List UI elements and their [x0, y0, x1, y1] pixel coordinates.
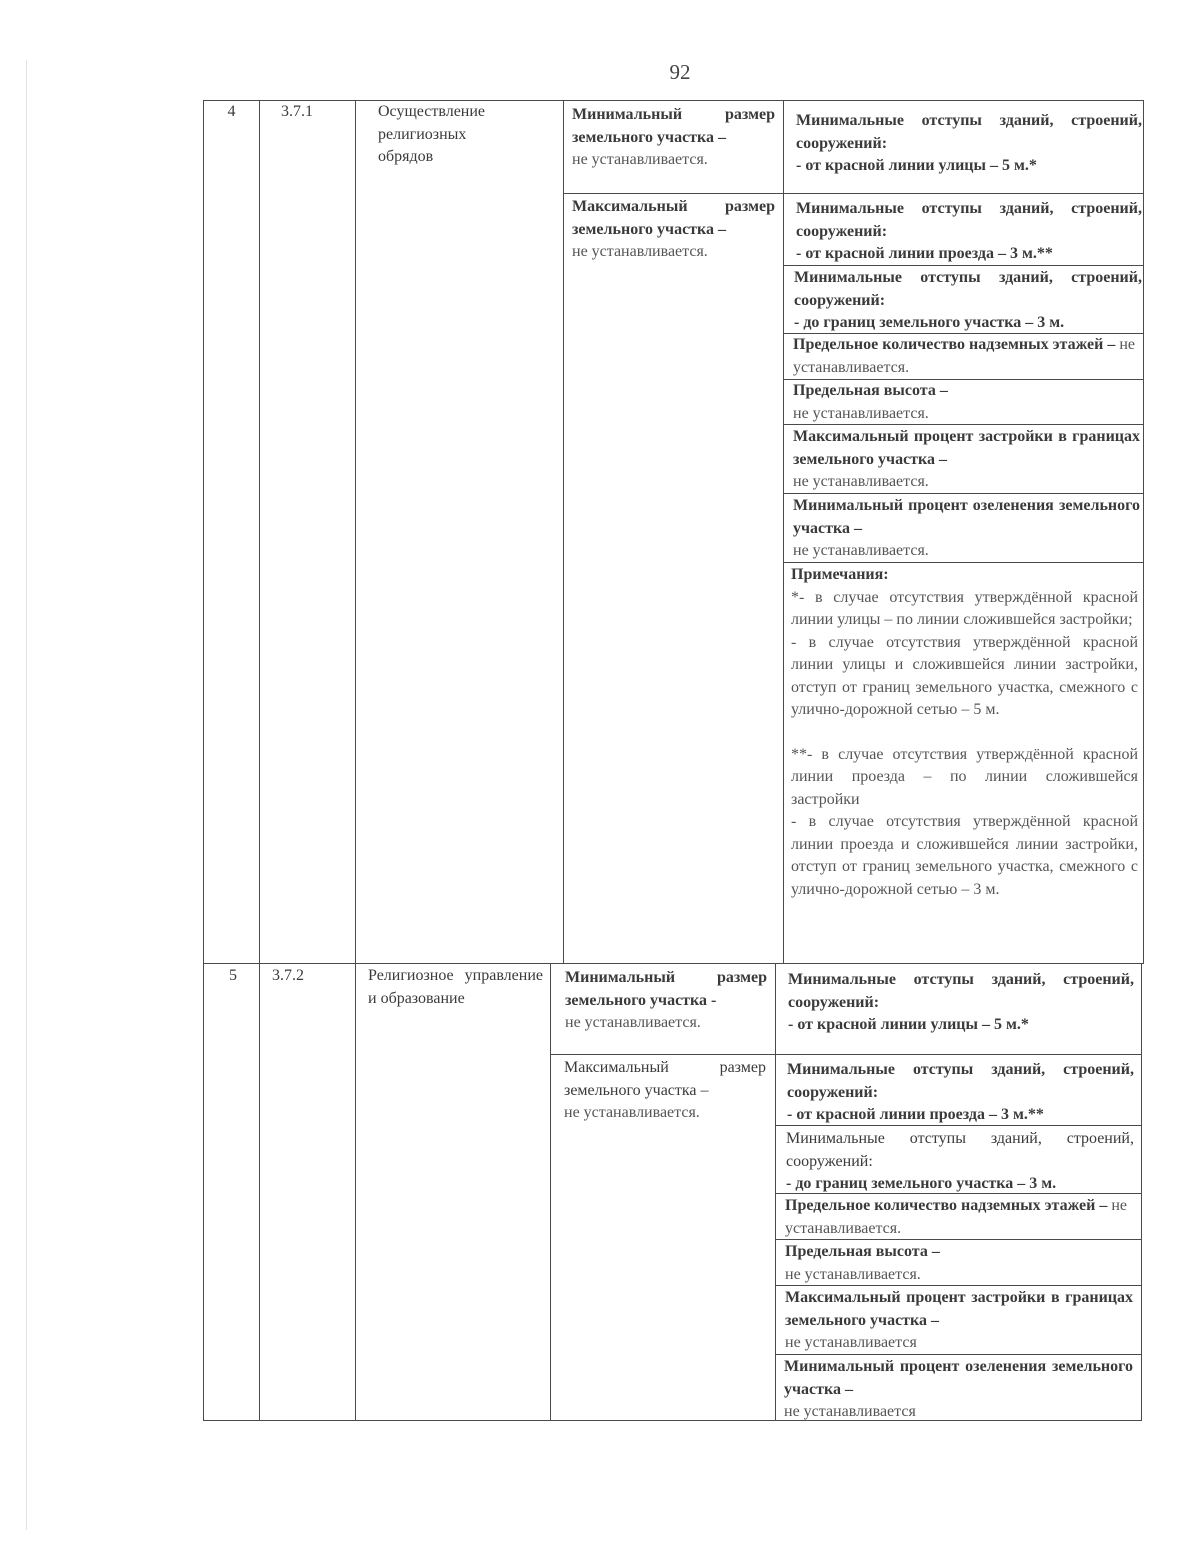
table-border-right: [1141, 963, 1142, 1420]
setback-driveway-cell: [787, 1059, 1134, 1127]
param-value: не устанавливается.: [785, 1265, 921, 1283]
table-border-top: [203, 100, 1144, 101]
param-value: - от красной линии улицы – 5 м.*: [796, 157, 1037, 174]
param-title: Минимальные отступы зданий, строений, сооружений:: [787, 1061, 1134, 1101]
max-plot-size-title: Максимальный размер земельного участка –: [564, 1059, 766, 1099]
cell-divider: [550, 1054, 776, 1055]
setback-street-cell: [796, 110, 1142, 178]
cell-divider: [783, 193, 1144, 194]
floors-limit-cell: [793, 334, 1140, 379]
col-divider-code: [355, 100, 356, 1420]
param-value: - до границ земельного участка – 3 м.: [786, 1175, 1057, 1192]
col-divider-size: [775, 963, 776, 1420]
setback-boundary-cell: [786, 1128, 1134, 1196]
table-border-right: [1143, 100, 1144, 963]
max-coverage-cell: [793, 426, 1140, 494]
param-value: - от красной линии улицы – 5 м.*: [788, 1016, 1029, 1033]
page-number: 92: [669, 60, 691, 84]
min-plot-size-title: Минимальный размер земельного участка -: [565, 969, 767, 1009]
param-title: Минимальные отступы зданий, строений, сооружений:: [796, 112, 1142, 152]
param-title: Предельное количество надземных этажей –: [785, 1197, 1108, 1214]
min-greening-cell: [784, 1356, 1133, 1424]
max-plot-size-value: не устанавливается.: [564, 1104, 700, 1121]
col-divider-name: [550, 963, 551, 1420]
use-code: 3.7.2: [272, 967, 304, 984]
floors-limit-cell: [785, 1195, 1133, 1240]
max-plot-size-value: не устанавливается.: [572, 243, 708, 260]
param-title: Минимальные отступы зданий, строений, сооружений:: [794, 269, 1142, 309]
table-border-left: [203, 100, 204, 1420]
param-title: Минимальные отступы зданий, строений, сооружений:: [796, 200, 1142, 240]
height-limit-cell: [785, 1241, 1133, 1286]
param-title: Предельное количество надземных этажей –: [793, 336, 1116, 353]
row-number: 4: [227, 103, 236, 120]
setback-street-cell: [788, 969, 1134, 1037]
note-paragraph: - в случае отсутствия утверждённой красной линии улицы и сложившейся линии застройки, отступ от границ земельного участка, смежного с улично-дорожной сетью – 5 м.: [791, 633, 1138, 718]
param-title: Предельная высота –: [793, 382, 948, 399]
param-title: Минимальные отступы зданий, строений, сооружений:: [786, 1130, 1134, 1170]
notes-cell: [791, 564, 1138, 901]
use-name: Осуществление религиозных обрядов: [378, 103, 486, 165]
param-value: - от красной линии проезда – 3 м.**: [787, 1106, 1044, 1123]
max-plot-size-title: Максимальный размер земельного участка –: [572, 198, 775, 238]
param-value: - до границ земельного участка – 3 м.: [794, 314, 1065, 331]
param-value: не устанавливается.: [785, 1197, 1127, 1237]
param-title: Максимальный процент застройки в границах земельного участка –: [793, 428, 1140, 468]
note-paragraph: *- в случае отсутствия утверждённой красной линии улицы – по линии сложившейся застройки;: [791, 588, 1138, 628]
param-title: Минимальные отступы зданий, строений, сооружений:: [788, 971, 1134, 1011]
note-paragraph: **- в случае отсутствия утверждённой красной линии проезда – по линии сложившейся застройки: [791, 745, 1138, 808]
param-value: - от красной линии проезда – 3 м.**: [796, 245, 1053, 262]
cell-divider: [775, 1054, 1142, 1055]
row-number: 5: [229, 967, 237, 984]
min-plot-size-value: не устанавливается.: [572, 151, 708, 168]
min-plot-size-cell: [572, 104, 775, 172]
min-plot-size-value: не устанавливается.: [565, 1014, 701, 1031]
param-title: Максимальный процент застройки в границах земельного участка –: [785, 1289, 1133, 1329]
scan-edge-line: [26, 60, 27, 1530]
cell-divider: [563, 193, 784, 194]
max-plot-size-cell: [564, 1057, 766, 1125]
param-title: Минимальный процент озеленения земельного участка –: [784, 1358, 1133, 1398]
use-name: Религиозное управление и образование: [368, 967, 543, 1007]
col-divider-size: [783, 100, 784, 963]
min-greening-cell: [793, 495, 1140, 563]
note-paragraph: - в случае отсутствия утверждённой красной линии проезда и сложившейся линии застройки, отступ от границ земельного участка, смежного с улично-дорожной сетью – 3 м.: [791, 813, 1138, 898]
setback-driveway-cell: [796, 198, 1142, 266]
row-divider: [203, 963, 1144, 964]
max-plot-size-cell: [572, 196, 775, 264]
param-value: не устанавливается: [784, 1403, 916, 1420]
param-title: Предельная высота –: [785, 1243, 940, 1260]
min-plot-size-title: Минимальный размер земельного участка –: [572, 106, 775, 146]
use-code: 3.7.1: [281, 103, 313, 120]
param-value: не устанавливается.: [793, 473, 929, 490]
col-divider-num: [259, 100, 260, 1420]
param-value: не устанавливается.: [793, 542, 929, 559]
notes-title: Примечания:: [791, 566, 889, 583]
min-plot-size-cell: [565, 967, 767, 1035]
setback-boundary-cell: [794, 267, 1142, 335]
param-value: не устанавливается.: [793, 336, 1135, 376]
max-coverage-cell: [785, 1287, 1133, 1355]
col-divider-name: [563, 100, 564, 963]
param-title: Минимальный процент озеленения земельного участка –: [793, 497, 1140, 537]
height-limit-cell: [793, 380, 1140, 425]
param-value: не устанавливается.: [793, 404, 929, 422]
param-value: не устанавливается: [785, 1334, 917, 1351]
